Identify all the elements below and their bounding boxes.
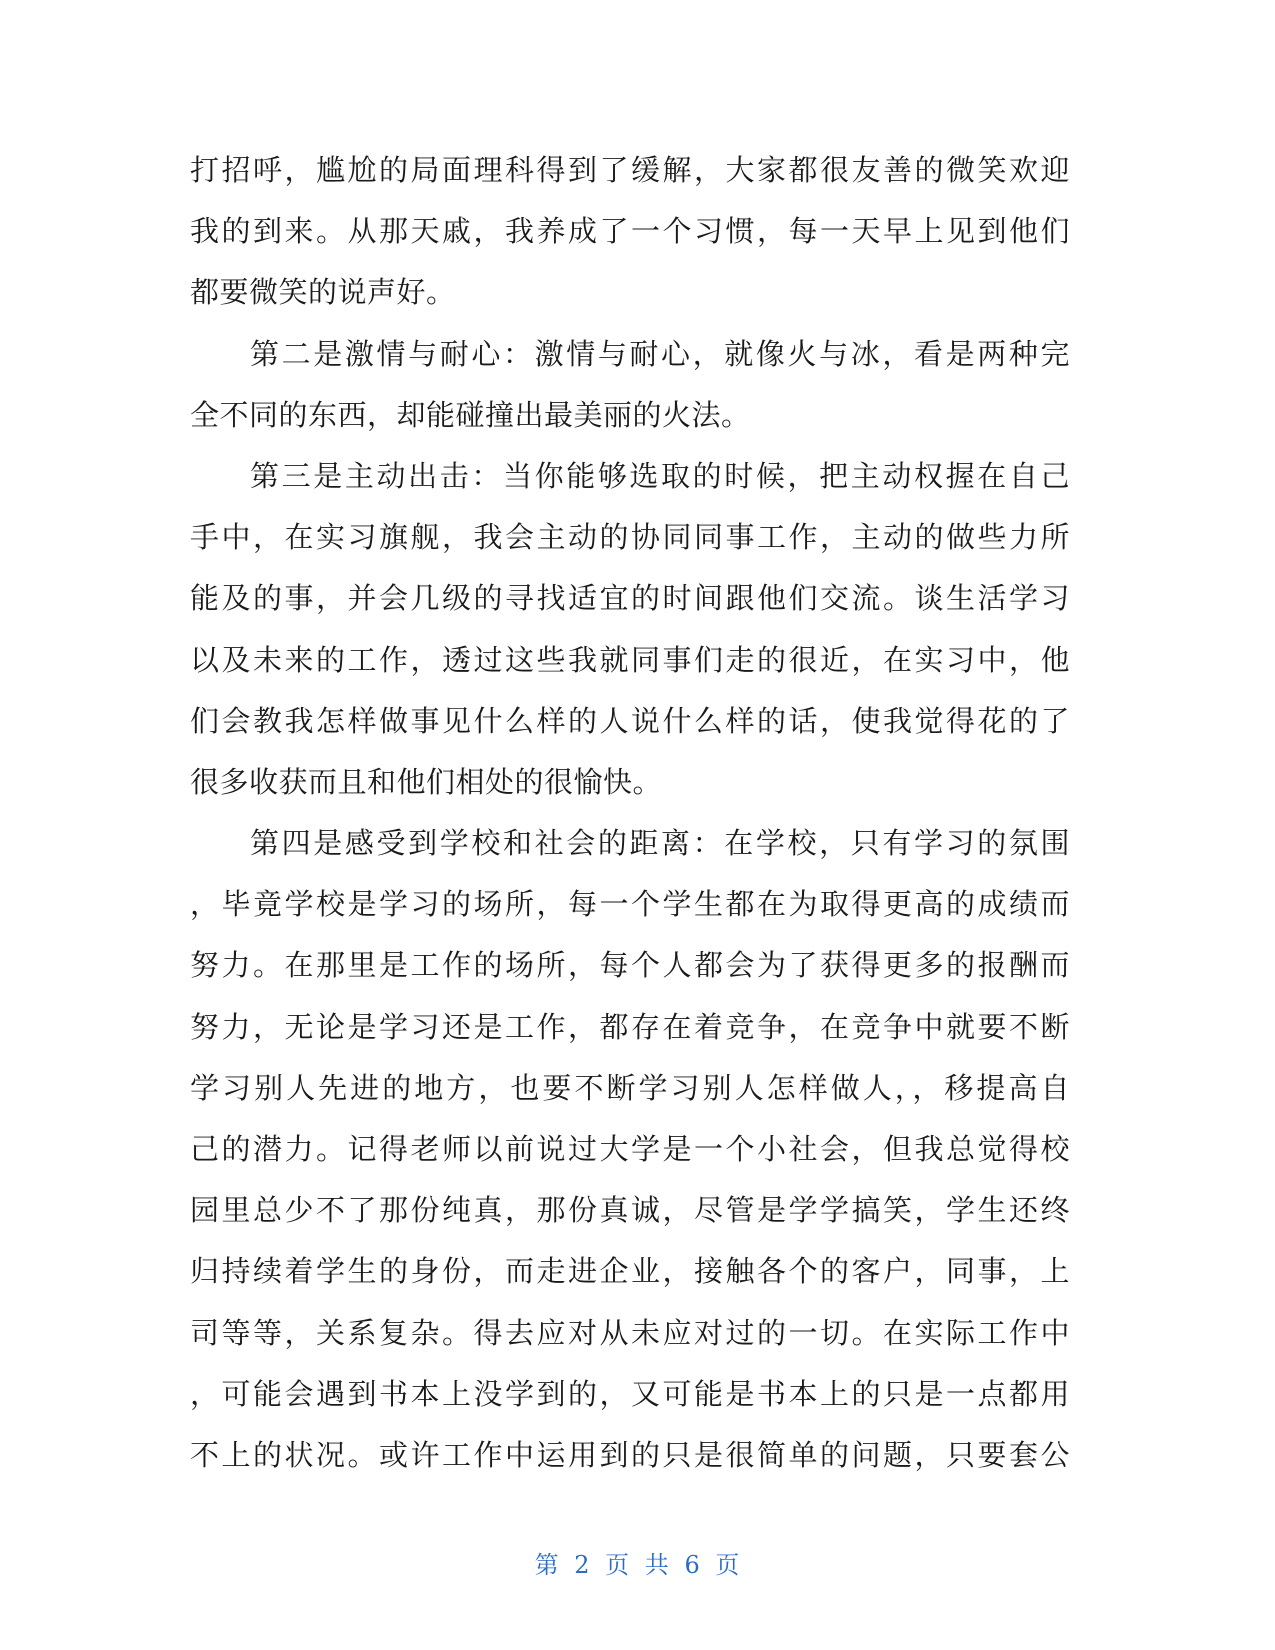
body-line-13: ，毕竟学校是学习的场所，每一个学生都在为取得更高的成绩而 <box>190 887 1070 922</box>
body-line-8: 能及的事，并会几级的寻找适宜的时间跟他们交流。谈生活学习 <box>190 581 1070 616</box>
body-line-9: 以及未来的工作，透过这些我就同事们走的很近，在实习中，他 <box>190 642 1070 677</box>
document-body <box>190 140 1070 1486</box>
body-line-11: 很多收获而且和他们相处的很愉快。 <box>190 764 663 799</box>
body-line-18: 园里总少不了那份纯真，那份真诚，尽管是学学搞笑，学生还终 <box>190 1193 1070 1228</box>
page-number-footer: 第 2 页 共 6 页 <box>534 1551 741 1579</box>
body-line-2: 我的到来。从那天戚，我养成了一个习惯，每一天早上见到他们 <box>190 214 1070 249</box>
body-line-12: 第四是感受到学校和社会的距离：在学校，只有学习的氛围 <box>250 826 1070 861</box>
body-line-7: 手中，在实习旗舰，我会主动的协同同事工作，主动的做些力所 <box>190 520 1070 555</box>
body-line-20: 司等等，关系复杂。得去应对从未应对过的一切。在实际工作中 <box>190 1315 1070 1350</box>
body-line-15: 努力，无论是学习还是工作，都存在着竞争，在竞争中就要不断 <box>190 1009 1070 1044</box>
body-line-21: ，可能会遇到书本上没学到的，又可能是书本上的只是一点都用 <box>190 1376 1070 1411</box>
body-line-14: 努力。在那里是工作的场所，每个人都会为了获得更多的报酬而 <box>190 948 1070 983</box>
body-line-6: 第三是主动出击：当你能够选取的时候，把主动权握在自己 <box>250 458 1070 493</box>
body-line-5: 全不同的东西，却能碰撞出最美丽的火法。 <box>190 397 751 432</box>
body-line-17: 己的潜力。记得老师以前说过大学是一个小社会，但我总觉得校 <box>190 1132 1070 1166</box>
body-line-3: 都要微笑的说声好。 <box>190 275 456 310</box>
body-line-19: 归持续着学生的身份，而走进企业，接触各个的客户，同事，上 <box>190 1254 1070 1289</box>
body-line-22: 不上的状况。或许工作中运用到的只是很简单的问题，只要套公 <box>190 1437 1070 1472</box>
body-line-4: 第二是激情与耐心：激情与耐心，就像火与冰，看是两种完 <box>250 336 1070 371</box>
body-line-1: 打招呼，尴尬的局面理科得到了缓解，大家都很友善的微笑欢迎 <box>190 153 1070 187</box>
body-line-10: 们会教我怎样做事见什么样的人说什么样的话，使我觉得花的了 <box>190 703 1070 738</box>
body-line-16: 学习别人先进的地方，也要不断学习别人怎样做人，，移提高自 <box>190 1070 1070 1105</box>
